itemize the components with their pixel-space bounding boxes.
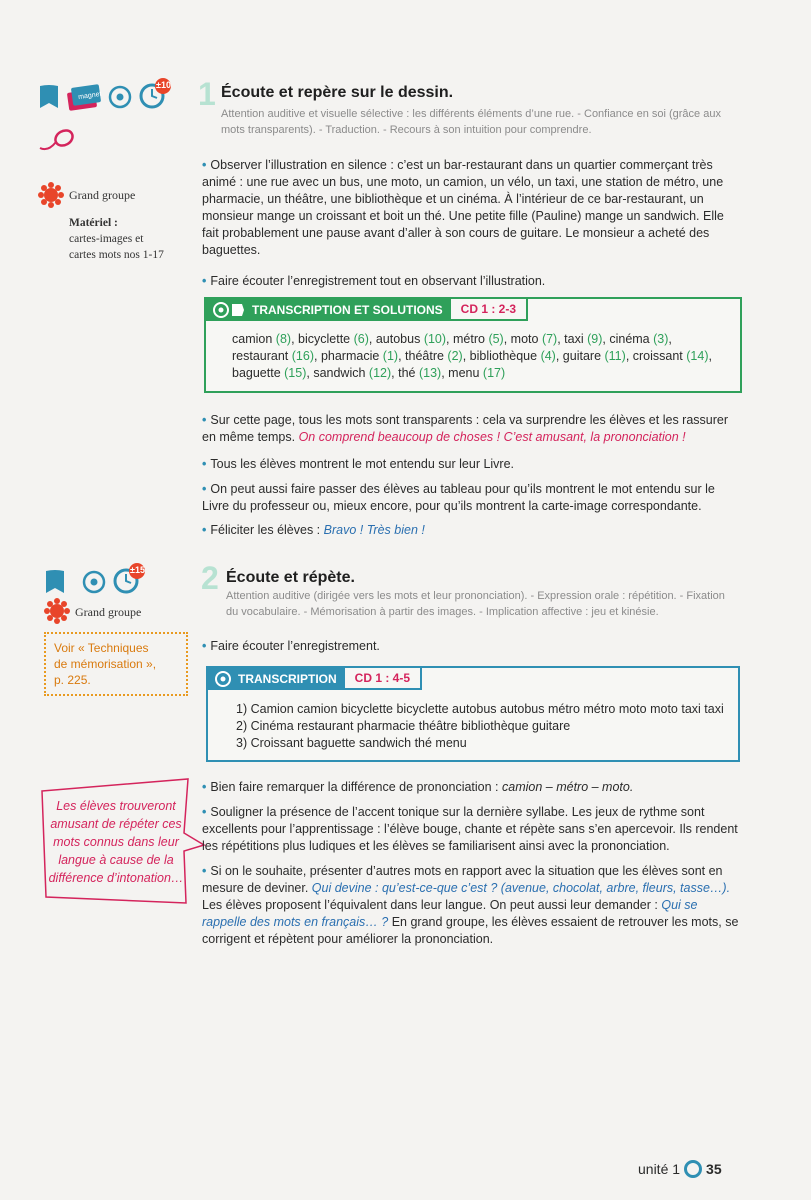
word-text: moto (510, 332, 542, 346)
word-text: bicyclette (298, 332, 354, 346)
word-text: croissant (632, 349, 687, 363)
exercise2-bullet3: • Souligner la présence de l’accent tonique sur la dernière syllabe. Les jeux de rythme sont excellents pour l’apprentissage : l’élève bouge, chante et répète sans s’en apercevoir. Ils rendent les répétitions plus ludiques et les élèves se familiarisent ainsi avec la prononciation. (202, 805, 738, 853)
word-number: (15) (284, 366, 307, 380)
bubble-line: Les élèves trouveront (56, 799, 176, 813)
timer-badge: ±10 (156, 80, 171, 90)
audio-tag-icon (212, 301, 246, 319)
transcription-line: 3) Croissant baguette sandwich thé menu (236, 736, 467, 750)
transcription-header (208, 668, 738, 690)
group-label: Grand groupe (69, 188, 136, 202)
transcription-line: 2) Cinéma restaurant pharmacie théâtre bibliothèque guitare (236, 719, 571, 733)
word-number: (12) (368, 366, 392, 380)
bubble-line: mots connus dans leur (53, 835, 179, 849)
group-icon (44, 598, 70, 624)
word-number: (5) (488, 332, 504, 346)
word-number: (14) (686, 349, 709, 363)
bubble-line: langue à cause de la (58, 853, 174, 867)
word-item (609, 332, 668, 346)
page-footer (638, 1160, 722, 1178)
mouse-icon (38, 126, 78, 158)
word-text: restaurant (232, 349, 292, 363)
word-text: thé (398, 366, 419, 380)
word-text: guitare (562, 349, 605, 363)
word-text: métro (453, 332, 489, 346)
exercise1-bullet1: • Observer l’illustration en silence : c’est un bar-restaurant dans un quartier commerçant très animé : une rue avec un bus, une moto, un camion, un vélo, un taxi, une station de métro, une pharmacie, un théâtre, une bibliothèque et un cinéma. À l’intérieur de ce bar-restaurant, un monsieur mange un croissant et boit un thé. Une petite fille (Pauline) mange un sandwich. Elle fait probablement une pause avant d’aller à son cours de guitare. Le monsieur a acheté des baguettes. (202, 158, 724, 257)
word-text: taxi (564, 332, 588, 346)
word-item (313, 366, 391, 380)
word-item (564, 332, 602, 346)
materiel (69, 215, 164, 263)
word-item (232, 349, 314, 363)
word-number: (7) (541, 332, 558, 346)
orange-line1: Voir « Techniques (54, 641, 149, 655)
word-number: (1) (382, 349, 399, 363)
word-number: (10) (423, 332, 447, 346)
materiel-title: Matériel : (69, 217, 118, 229)
word-item (232, 332, 291, 346)
word-text: sandwich (313, 366, 369, 380)
book-icon (38, 84, 60, 110)
exercise1-bullet5: • On peut aussi faire passer des élèves au tableau pour qu’ils montrent le mot entendu sur le Livre du professeur ou, mieux encore, pour qu’ils montrent la carte-image correspondante. (202, 482, 715, 513)
materiel-line1: cartes-images et (69, 233, 144, 245)
word-text: menu (448, 366, 483, 380)
exercise1-subtitle (221, 106, 761, 138)
exercise1-title: Écoute et repère sur le dessin. (221, 84, 454, 101)
word-number: (2) (447, 349, 463, 363)
exercise1-icons (38, 78, 172, 115)
exercise2-bullet2: • Bien faire remarquer la différence de prononciation : camion – métro – moto. (202, 780, 634, 794)
audio-cd-icon (214, 670, 232, 688)
exercise2-subtitle-line2: du vocabulaire. - Mémorisation à partir des images. - Implication affective : jeu et kinésie. (226, 606, 659, 618)
exercise1-bullet3: • Sur cette page, tous les mots sont transparents : cela va surprendre les élèves et les rassurer en même temps. On comprend beaucoup de choses ! C’est amusant, la prononciation ! (202, 413, 729, 444)
transcription-solutions-header (206, 299, 740, 321)
word-text: théâtre (405, 349, 448, 363)
box-label: TRANSCRIPTION (238, 672, 337, 686)
word-number: (11) (604, 349, 626, 363)
word-number: (9) (587, 332, 603, 346)
memorisation-reference (44, 632, 188, 696)
book-icon (44, 569, 66, 595)
exercise1-number: 1 (198, 76, 216, 112)
svg-text:magnet: magnet (77, 90, 102, 101)
word-text: pharmacie (320, 349, 383, 363)
group-icon (38, 182, 64, 208)
word-item (448, 366, 505, 380)
word-text: camion (232, 332, 276, 346)
word-number: (17) (482, 366, 506, 380)
word-number: (6) (353, 332, 369, 346)
bubble-line: amusant de répéter ces (50, 817, 182, 831)
group-label: Grand groupe (75, 605, 142, 619)
timer (138, 78, 172, 115)
word-number: (8) (275, 332, 292, 346)
exercise1-subtitle-line1: Attention auditive et visuelle sélective : les différents éléments d’une rue. - Confiance en soi (grâce aux (221, 108, 721, 120)
exercise2-icons (44, 563, 146, 600)
exercise1-bullet6: • Féliciter les élèves : Bravo ! Très bien ! (202, 523, 425, 537)
bubble-line: différence d’intonation… (48, 871, 184, 885)
exercise2-subtitle (226, 588, 756, 620)
word-item (232, 366, 306, 380)
bubble-text (46, 797, 186, 887)
word-number: (4) (540, 349, 556, 363)
word-text: autobus (375, 332, 424, 346)
word-item (398, 366, 441, 380)
transcription-solutions-box (204, 297, 742, 393)
box-cd: CD 1 : 4-5 (345, 668, 422, 690)
exercise2-bullet1: • Faire écouter l’enregistrement. (202, 639, 380, 653)
unit-label: unité 1 (638, 1161, 681, 1177)
word-item (376, 332, 446, 346)
timer-badge: ±15 (130, 565, 145, 575)
materiel-line2: cartes mots nos 1-17 (69, 249, 164, 261)
word-item (321, 349, 398, 363)
word-list: camion (8), bicyclette (6), autobus (10), métro (5), moto (7), taxi (9), cinéma (3), restaurant (16), pharmacie (1), théâtre (2), bibliothèque (4), guitare (11), croissant (14), baguette (15), sandwich (12), thé (13), menu (17) (232, 332, 712, 380)
exercise1-bullet4: • Tous les élèves montrent le mot entendu sur leur Livre. (202, 457, 515, 471)
timer (112, 563, 146, 600)
transcription-line: 1) Camion camion bicyclette bicyclette autobus autobus métro métro moto moto taxi taxi (236, 702, 724, 716)
orange-line3: p. 225. (54, 673, 91, 687)
exercise1-subtitle-line2: mots transparents). - Traduction. - Recours à son intuition pour comprendre. (221, 124, 592, 136)
flashcard-icon (66, 83, 102, 111)
word-text: baguette (232, 366, 285, 380)
word-item (563, 349, 626, 363)
word-item (298, 332, 369, 346)
exercise2-bullet4: • Si on le souhaite, présenter d’autres mots en rapport avec la situation que les élèves sont en mesure de deviner. Qui devine : qu’est-ce-que c’est ? (avenue, chocolat, arbre, fleurs, tasse…). Les élèves proposent l’équivalent dans leur langue. On peut aussi leur demander : Qui se rappelle des mots en français… ? En grand groupe, les élèves essaient de retrouver les mots, se corrigent et répètent pour améliorer la prononciation. (202, 864, 739, 946)
unit-circle-icon (684, 1160, 702, 1178)
box-cd: CD 1 : 2-3 (451, 299, 528, 321)
orange-line2: de mémorisation », (54, 657, 157, 671)
word-text: cinéma (609, 332, 654, 346)
audio-cd-icon (82, 570, 106, 594)
word-text: bibliothèque (469, 349, 541, 363)
exercise2-subtitle-line1: Attention auditive (dirigée vers les mots et leur prononciation). - Expression orale : répétition. - Fixation (226, 590, 725, 602)
word-number: (16) (291, 349, 314, 363)
word-item (405, 349, 463, 363)
word-item (470, 349, 556, 363)
word-item (453, 332, 504, 346)
exercise2-number: 2 (201, 560, 219, 596)
word-number: (13) (418, 366, 442, 380)
page-number: 35 (706, 1161, 722, 1177)
audio-cd-icon (108, 85, 132, 109)
word-number: (3) (653, 332, 669, 346)
exercise2-title: Écoute et répète. (226, 569, 355, 586)
word-item (633, 349, 709, 363)
transcription-box (206, 666, 740, 762)
transcription-lines (208, 690, 738, 752)
exercise1-bullet2: • Faire écouter l’enregistrement tout en observant l’illustration. (202, 274, 546, 288)
word-item (511, 332, 558, 346)
box-label: TRANSCRIPTION ET SOLUTIONS (252, 303, 443, 317)
